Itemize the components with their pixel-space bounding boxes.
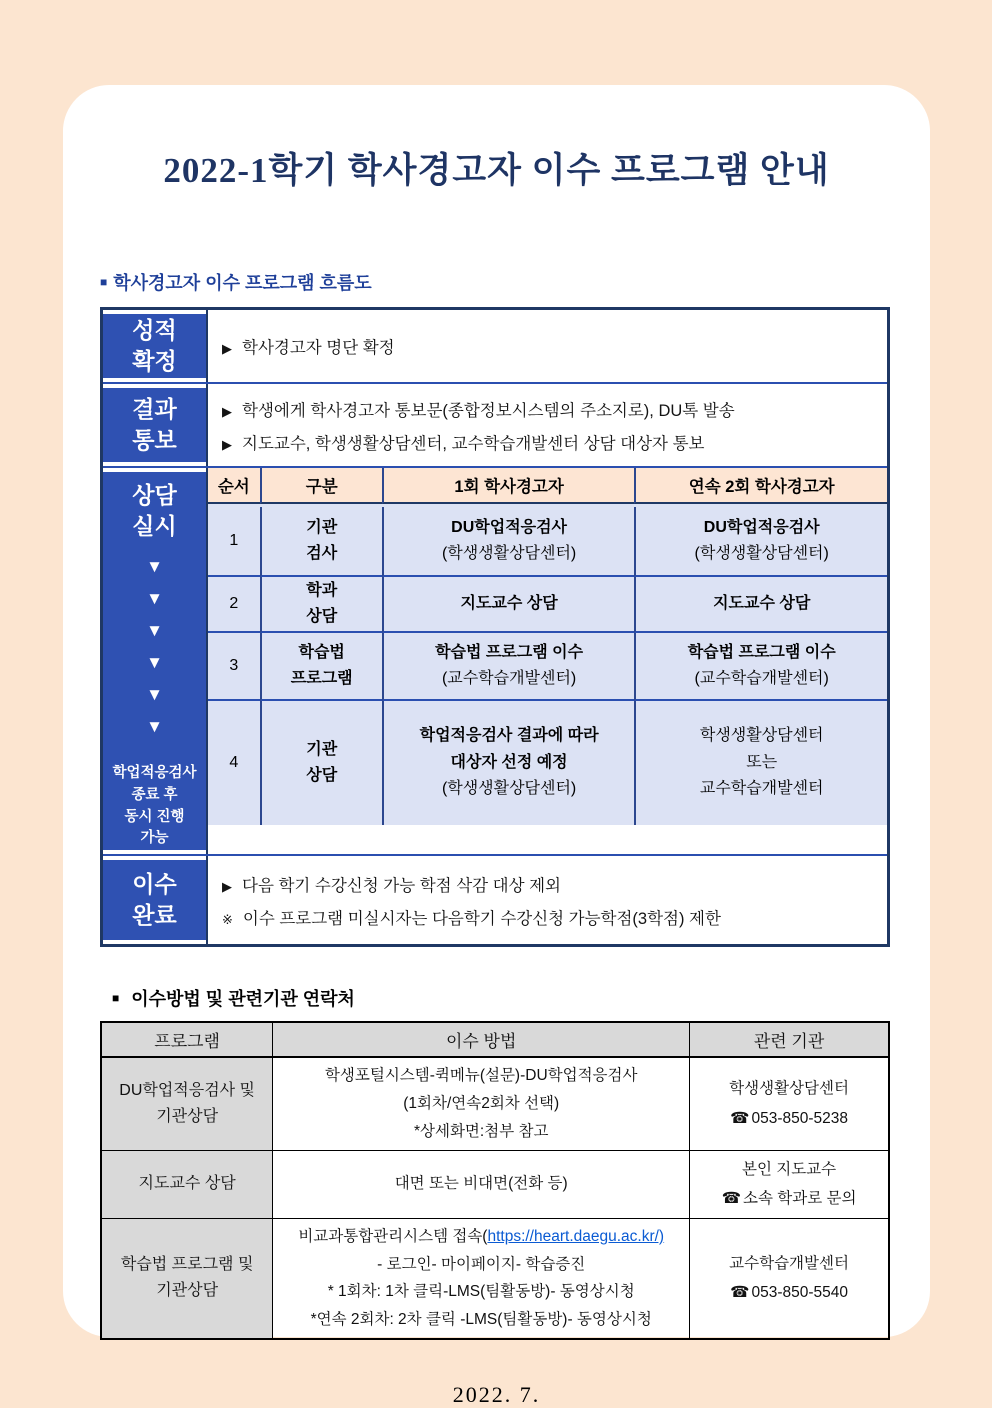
arrow-down-icon: ▼ <box>146 589 163 609</box>
phone-icon: ☎ <box>721 1190 741 1208</box>
col-header-program: 프로그램 <box>101 1022 273 1057</box>
second-warning-cell: 지도교수 상담 <box>634 577 887 633</box>
flow-step-completion <box>103 854 887 944</box>
org-cell: 교수학습개발센터 ☎ 053-850-5540 <box>690 1218 889 1339</box>
flow-step-grade-confirm <box>103 310 887 382</box>
flow-step-label: 성적 확정 <box>103 314 206 378</box>
program-cell: DU학업적응검사 및 기관상담 <box>101 1057 273 1150</box>
arrow-down-icon: ▼ <box>146 621 163 641</box>
flow-section-heading <box>100 269 893 295</box>
reference-mark-icon: ※ <box>222 911 233 927</box>
flow-table <box>100 307 890 947</box>
flow-side-note: 학업적응검사 종료 후 동시 진행 가능 <box>112 765 197 847</box>
method-cell: 학생포털시스템-퀵메뉴(설문)-DU학업적응검사 (1회차/연속2회차 선택) *상세화면:첨부 참고 <box>273 1057 690 1150</box>
flow-step-label: 상담 실시 ▼ ▼ ▼ ▼ ▼ ▼ 학업적응검사 종료 후 동시 진행 가능 <box>103 472 206 850</box>
contact-table <box>100 1021 890 1340</box>
flow-step-label: 결과 통보 <box>103 388 206 462</box>
flow-step-label: 이수 완료 <box>103 860 206 940</box>
first-warning-cell: 지도교수 상담 <box>382 577 635 633</box>
square-bullet-icon: ■ <box>112 991 120 1006</box>
col-header-method: 이수 방법 <box>273 1022 690 1057</box>
program-cell: 지도교수 상담 <box>101 1150 273 1218</box>
arrow-down-icon: ▼ <box>146 557 163 577</box>
category-cell: 학습법 프로그램 <box>260 633 382 701</box>
counsel-row-1 <box>208 507 887 577</box>
method-cell: 비교과통합관리시스템 접속(https://heart.daegu.ac.kr/) - 로그인- 마이페이지- 학습증진 * 1회차: 1차 클릭-LMS(팀활동방)- 동영상시청 *연속 2회차: 2차 클릭 -LMS(팀활동방)- 동영상시청 <box>273 1218 690 1339</box>
category-cell: 기관 상담 <box>260 701 382 825</box>
contact-row-du-test <box>101 1057 889 1150</box>
arrow-right-icon: ▶ <box>222 436 232 452</box>
col-header-org: 관련 기관 <box>690 1022 889 1057</box>
flow-step-result-notice <box>103 382 887 466</box>
org-cell: 본인 지도교수 ☎ 소속 학과로 문의 <box>690 1150 889 1218</box>
contact-section-heading <box>100 985 893 1011</box>
flow-step-label-cell <box>103 310 208 382</box>
order-cell: 2 <box>208 577 260 633</box>
flow-step-counseling <box>103 466 887 854</box>
contact-table-header-row <box>101 1022 889 1057</box>
flow-item: ▶ 학생에게 학사경고자 통보문(종합정보시스템의 주소지로), DU톡 발송 <box>222 401 735 420</box>
document-card <box>63 85 930 1408</box>
arrow-right-icon: ▶ <box>222 878 232 894</box>
category-cell: 기관 검사 <box>260 507 382 577</box>
flow-item: ▶ 다음 학기 수강신청 가능 학점 삭감 대상 제외 <box>222 876 561 895</box>
phone-icon: ☎ <box>730 1109 750 1127</box>
contact-section-heading-label: 이수방법 및 관련기관 연락처 <box>131 989 355 1010</box>
flow-step-content <box>208 384 887 466</box>
arrow-right-icon: ▶ <box>222 403 232 419</box>
order-cell: 3 <box>208 633 260 701</box>
org-cell: 학생생활상담센터 ☎ 053-850-5238 <box>690 1057 889 1150</box>
counsel-row-2 <box>208 577 887 633</box>
category-cell: 학과 상담 <box>260 577 382 633</box>
second-warning-cell: 학습법 프로그램 이수 (교수학습개발센터) <box>634 633 887 701</box>
flow-section-heading-label: 학사경고자 이수 프로그램 흐름도 <box>113 273 372 293</box>
document-date: 2022. 7. <box>452 1382 541 1408</box>
program-cell: 학습법 프로그램 및 기관상담 <box>101 1218 273 1339</box>
counsel-row-3 <box>208 633 887 701</box>
flow-step-content <box>208 310 887 382</box>
arrow-down-icon: ▼ <box>146 653 163 673</box>
page-title: 2022-1학기 학사경고자 이수 프로그램 안내 <box>163 151 830 190</box>
counsel-row-4 <box>208 701 887 825</box>
flow-item: ▶ 지도교수, 학생생활상담센터, 교수학습개발센터 상담 대상자 통보 <box>222 434 705 453</box>
counsel-table <box>208 468 887 825</box>
col-header-order: 순서 <box>208 468 260 504</box>
flow-item: ▶ 학사경고자 명단 확정 <box>222 339 395 357</box>
arrow-down-icon: ▼ <box>146 717 163 737</box>
arrow-right-icon: ▶ <box>222 341 232 356</box>
flow-step-label-cell <box>103 856 208 944</box>
first-warning-cell: 학업적응검사 결과에 따라 대상자 선정 예정 (학생생활상담센터) <box>382 701 635 825</box>
flow-arrows <box>146 558 163 735</box>
first-warning-cell: 학습법 프로그램 이수 (교수학습개발센터) <box>382 633 635 701</box>
flow-step-content <box>208 856 887 944</box>
second-warning-cell: 학생생활상담센터 또는 교수학습개발센터 <box>634 701 887 825</box>
counsel-table-wrap <box>208 468 887 854</box>
second-warning-cell: DU학업적응검사 (학생생활상담센터) <box>634 507 887 577</box>
contact-row-learning-program <box>101 1218 889 1339</box>
col-header-first-warning: 1회 학사경고자 <box>382 468 635 504</box>
flow-item: ※ 이수 프로그램 미실시자는 다음학기 수강신청 가능학점(3학점) 제한 <box>222 909 721 928</box>
method-cell: 대면 또는 비대면(전화 등) <box>273 1150 690 1218</box>
phone-icon: ☎ <box>730 1284 750 1302</box>
flow-step-label-cell <box>103 384 208 466</box>
first-warning-cell: DU학업적응검사 (학생생활상담센터) <box>382 507 635 577</box>
contact-row-advisor <box>101 1150 889 1218</box>
square-bullet-icon: ■ <box>100 275 108 289</box>
order-cell: 4 <box>208 701 260 825</box>
col-header-category: 구분 <box>260 468 382 504</box>
flow-step-label-cell <box>103 468 208 854</box>
arrow-down-icon: ▼ <box>146 685 163 705</box>
heart-system-link[interactable]: https://heart.daegu.ac.kr/) <box>487 1227 665 1245</box>
col-header-second-warning: 연속 2회 학사경고자 <box>634 468 887 504</box>
counsel-table-header-row <box>208 468 887 504</box>
order-cell: 1 <box>208 507 260 577</box>
